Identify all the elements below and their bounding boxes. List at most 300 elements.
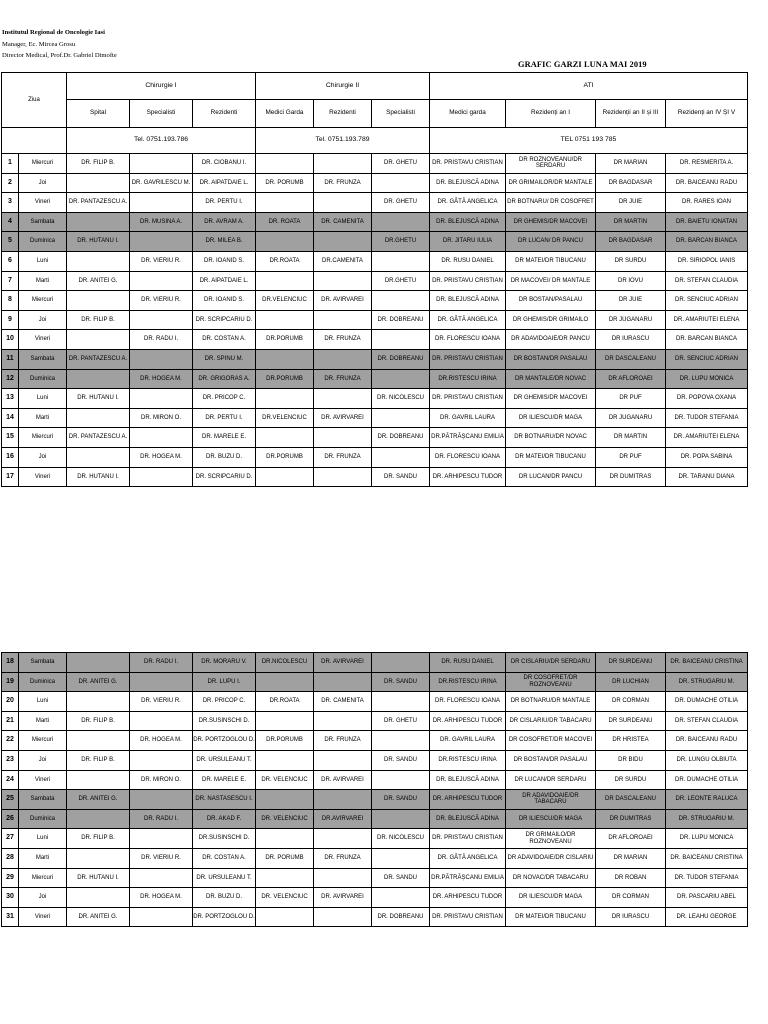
table-cell [314,868,372,888]
day-number: 16 [2,447,19,467]
day-number: 30 [2,888,19,908]
table-row [2,408,748,428]
table-cell: DR. PRISTAVU CRISTIAN [430,389,506,409]
day-number: 5 [2,232,19,252]
table-cell [130,467,193,487]
table-cell: DR. PORUMB [256,848,314,868]
table-cell: DR. GHETU [372,193,430,213]
table-cell: DR. BUZU D. [193,888,256,908]
table-cell: DR. AVIRVAREI [314,291,372,311]
table-cell: DR PUF [596,447,666,467]
table-cell [67,848,130,868]
table-cell: DR. SENCIUC ADRIAN [666,349,748,369]
day-name: Sambata [19,790,67,810]
table-cell: DR. SCRIPCARIU D. [193,310,256,330]
table-cell: DR BOTNARU/DR MANTALE [506,692,596,712]
table-cell: DR. DUMACHE OTILIA [666,692,748,712]
table-cell: DR. BLEJUSCĂ ADINA [430,212,506,232]
table-cell: DR DASCALEANU [596,790,666,810]
table-cell: DR MANTALE/DR NOVAC [506,369,596,389]
table-cell: DR. FILIP B. [67,829,130,849]
table-cell: DR. PRISTAVU CRISTIAN [430,154,506,174]
table-cell: DR.GHETU [372,271,430,291]
table-cell: DR ROBAN [596,868,666,888]
table-cell: DR. NICOLESCU [372,389,430,409]
table-cell [314,790,372,810]
table-cell: DR HRISTEA [596,731,666,751]
table-cell: DR. SANDU [372,672,430,692]
table-cell: DR. SIRIOPOL IANIS [666,251,748,271]
table-cell [314,154,372,174]
day-number: 3 [2,193,19,213]
day-name: Sambata [19,212,67,232]
table-cell: DR.GHETU [372,232,430,252]
table-cell: DR NOVAC/DR TABACARU [506,868,596,888]
table-cell: DR. LUPU I. [193,672,256,692]
table-cell: DR BOTNARU/DR NOVAC [506,428,596,448]
table-cell: DR PUF [596,389,666,409]
table-cell [67,330,130,350]
table-cell: DR. BLEJUSCĂ ADINA [430,173,506,193]
table-cell [256,193,314,213]
table-cell: DR. CAMENITA [314,212,372,232]
table-cell: DR. GAVRIL LAURA [430,731,506,751]
table-cell [130,349,193,369]
table-cell: DR DUMITRAS [596,467,666,487]
day-name: Marti [19,408,67,428]
table-cell: DR. MIRON O. [130,770,193,790]
header-ziua: Ziua [2,73,67,128]
table-cell: DR. MIRON O. [130,408,193,428]
day-number: 26 [2,809,19,829]
table-cell: DR. HOGEA M. [130,888,193,908]
table-cell: DR. MUSINA A. [130,212,193,232]
table-cell: DR BOSTAN/PASALAU [506,291,596,311]
day-name: Duminica [19,232,67,252]
table-cell: DR. HUTANU I. [67,467,130,487]
table-cell: DR. HUTANU I. [67,868,130,888]
table-cell: DR SURDEANU [596,653,666,673]
table-cell: DR AFLOROAEI [596,829,666,849]
day-number: 6 [2,251,19,271]
table-cell: DR. PORTZOGLOU D. [193,731,256,751]
table-cell: DR. SCRIPCARIU D. [193,467,256,487]
table-row [2,447,748,467]
table-cell [256,467,314,487]
table-cell [256,428,314,448]
table-cell: DR. RADU I. [130,809,193,829]
table-cell: DR. COSTAN A. [193,848,256,868]
table-row [2,369,748,389]
table-cell: DR. POPA SABINA [666,447,748,467]
day-name: Joi [19,750,67,770]
table-cell: DR COSOFRET/DR MACOVEI [506,731,596,751]
table-cell [130,750,193,770]
table-cell: DR. SANDU [372,790,430,810]
table-cell [67,251,130,271]
table-cell: DR GHEMIS/DR GRIMAILO [506,310,596,330]
table-cell: DR. AMARIUTEI ELENA [666,428,748,448]
table-cell: DR. JITARU IULIA [430,232,506,252]
table-cell: DR. STEFAN CLAUDIA [666,711,748,731]
day-number: 19 [2,672,19,692]
table-row [2,731,748,751]
table-row [2,770,748,790]
table-row [2,790,748,810]
table-cell: DR.PĂTRĂȘCANU EMILIA [430,428,506,448]
day-name: Miercuri [19,154,67,174]
table-cell: DR. AMARIUTEI ELENA [666,310,748,330]
table-cell: DR. VIERIU R. [130,251,193,271]
table-cell: DR. SENCIUC ADRIAN [666,291,748,311]
day-number: 8 [2,291,19,311]
table-cell [67,809,130,829]
table-cell [130,428,193,448]
table-cell: DR MATEI/DR TIBUCANU [506,447,596,467]
table-cell: DR. ANITEI G. [67,271,130,291]
table-cell: DR. FILIP B. [67,750,130,770]
table-cell: DR BAGDASAR [596,173,666,193]
table-cell: DR.PORUMB [256,731,314,751]
table-cell: DR ADAVIDOAIE/DR CISLARIU [506,848,596,868]
table-cell: DR. GRIGORAS A. [193,369,256,389]
table-cell: DR. ANITEI G. [67,672,130,692]
table-cell: DR LUCHIAN [596,672,666,692]
table-cell [256,790,314,810]
table-cell: DR. GHETU [372,711,430,731]
table-cell: DR.ROATA [256,251,314,271]
table-cell: DR SURDU [596,251,666,271]
table-cell [130,193,193,213]
table-cell: DR. ROATA [256,212,314,232]
table-cell: DR. RUSU DANIEL [430,251,506,271]
table-cell: DR ILIESCU/DR MAGA [506,888,596,908]
table-cell [67,291,130,311]
table-cell: DR ILIESCU/DR MAGA [506,408,596,428]
table-cell: DR. SPINU M. [193,349,256,369]
table-row [2,829,748,849]
table-cell: DR SURDU [596,770,666,790]
table-cell: DR. LUPU MONICA [666,829,748,849]
table-cell [130,310,193,330]
table-cell [130,672,193,692]
table-cell [372,369,430,389]
table-cell: DR CORMAN [596,888,666,908]
day-name: Sambata [19,653,67,673]
table-row [2,330,748,350]
day-number: 7 [2,271,19,291]
table-cell: DR. SANDU [372,868,430,888]
table-cell: DR GRIMAILO/DR ROZNOVEANU [506,829,596,849]
day-name: Marti [19,848,67,868]
table-cell: DR IURASCU [596,907,666,927]
table-cell: DR. TUDOR STEFANIA [666,408,748,428]
day-number: 21 [2,711,19,731]
day-name: Luni [19,251,67,271]
day-name: Marti [19,271,67,291]
table-cell: DR. BLEJUSCĂ ADINA [430,809,506,829]
table-cell: DR.PORUMB [256,369,314,389]
table-cell: DR BOTNARU/ DR COSOFRET [506,193,596,213]
phone-chirurgie-2: Tel. 0751.193.789 [256,128,430,154]
table-cell: DR JUGANARU [596,408,666,428]
table-cell [67,173,130,193]
table-cell: DR.VELENCIUC [256,408,314,428]
table-row [2,389,748,409]
table-cell [130,868,193,888]
table-cell: DR CORMAN [596,692,666,712]
table-cell: DR LUCAN/DR SERDARU [506,770,596,790]
table-cell: DR. FRUNZA [314,173,372,193]
table-cell: DR. GÂTĂ ANGELICA [430,193,506,213]
table-row [2,888,748,908]
table-cell: DR BAGDASAR [596,232,666,252]
table-cell: DR. BAIETU IONATAN [666,212,748,232]
day-name: Duminica [19,672,67,692]
table-cell [130,389,193,409]
day-number: 28 [2,848,19,868]
table-cell: DR. PORTZOGLOU D. [193,907,256,927]
table-cell [314,907,372,927]
day-number: 29 [2,868,19,888]
table-cell [372,173,430,193]
day-number: 4 [2,212,19,232]
table-cell: DR. PRISTAVU CRISTIAN [430,829,506,849]
table-cell: DR JUGANARU [596,310,666,330]
table-row [2,428,748,448]
director-line: Director Medical, Prof.Dr. Gabriel Dimofte [2,52,117,59]
table-cell: DR. HOGEA M. [130,369,193,389]
table-cell: DR MARTIN [596,428,666,448]
table-cell [314,271,372,291]
table-cell: DR LUCAN/DR PANCU [506,467,596,487]
table-cell: DR ADAVIDOAIE/DR TABACARU [506,790,596,810]
table-cell [314,467,372,487]
table-cell: DR. ARHIPESCU TUDOR [430,711,506,731]
table-row [2,251,748,271]
table-cell [372,408,430,428]
roster-title: GRAFIC GARZI LUNA MAI 2019 [518,60,647,69]
roster-table-part-1 [1,72,748,487]
day-name: Miercuri [19,731,67,751]
table-row [2,212,748,232]
table-cell: DR. VELENCIUC [256,888,314,908]
phone-ati: TEL 0751 193 785 [430,128,748,154]
table-cell [67,653,130,673]
table-cell: DR. BARCAN BIANCA [666,232,748,252]
day-name: Vineri [19,193,67,213]
table-cell: DR. AKAD F. [193,809,256,829]
table-cell: DR. PRISTAVU CRISTIAN [430,907,506,927]
table-cell: DR. GÂTĂ ANGELICA [430,310,506,330]
table-cell [372,770,430,790]
table-cell: DR. BLEJUSCĂ ADINA [430,770,506,790]
table-cell: DR. BLEJUSCĂ ADINA [430,291,506,311]
table-cell [372,447,430,467]
header-ati: ATI [430,73,748,100]
table-cell: DR. STEFAN CLAUDIA [666,271,748,291]
day-name: Duminica [19,369,67,389]
table-cell: DR. DOBREANU [372,428,430,448]
table-cell: DR. LUNGU OLBIUTA [666,750,748,770]
table-cell [314,711,372,731]
table-cell [130,711,193,731]
col-specialisti: Specialisti [372,100,430,128]
table-cell: DR. ARHIPESCU TUDOR [430,790,506,810]
table-cell: DR. NASTASESCU I. [193,790,256,810]
table-cell [256,232,314,252]
table-cell: DR LUCAN/ DR PANCU [506,232,596,252]
table-cell: DR. COSTAN A. [193,330,256,350]
table-cell: DR AFLOROAEI [596,369,666,389]
table-cell: DR. URSULEANU T. [193,750,256,770]
table-cell [372,731,430,751]
table-cell: DR. FRUNZA [314,369,372,389]
day-number: 13 [2,389,19,409]
table-cell: DR. FRUNZA [314,330,372,350]
table-cell [314,750,372,770]
table-cell: DR. STRUGARIU M. [666,809,748,829]
day-name: Vineri [19,907,67,927]
table-row [2,467,748,487]
table-cell [372,653,430,673]
table-cell: DR.NICOLESCU [256,653,314,673]
table-cell: DR. PRISTAVU CRISTIAN [430,349,506,369]
day-name: Joi [19,447,67,467]
table-cell: DR MARIAN [596,848,666,868]
table-cell: DR. FRUNZA [314,848,372,868]
table-cell [256,907,314,927]
table-row [2,193,748,213]
table-cell: DR. FLORESCU IOANA [430,447,506,467]
table-cell: DR. TUDOR STEFANIA [666,868,748,888]
table-cell [130,154,193,174]
table-row [2,271,748,291]
table-cell: DR. VELENCIUC [256,770,314,790]
table-cell [67,888,130,908]
table-cell [314,829,372,849]
table-cell: DR. PANTAZESCU A. [67,349,130,369]
table-cell: DR. CIOBANU I. [193,154,256,174]
table-cell: DR MATEI/DR TIBUCANU [506,907,596,927]
table-cell [314,672,372,692]
table-cell: DR.RISTESCU IRINA [430,672,506,692]
table-cell: DR.PĂTRĂȘCANU EMILIA [430,868,506,888]
table-row [2,173,748,193]
table-cell: DR. GHETU [372,154,430,174]
table-cell: DR. DOBREANU [372,907,430,927]
table-cell: DR. DUMACHE OTILIA [666,770,748,790]
table-cell: DR. HUTANU I. [67,389,130,409]
table-cell: DR MARTIN [596,212,666,232]
table-cell: DR. AVIRVAREI [314,770,372,790]
table-cell: DR. TARANU DIANA [666,467,748,487]
table-row [2,848,748,868]
col-rezidenti: Rezidenti [193,100,256,128]
table-cell: DR. VELENCIUC [256,809,314,829]
table-cell: DR.SUSINSCHI D. [193,829,256,849]
table-cell: DR CISLARIU/DR SERDARU [506,653,596,673]
table-cell: DR. PANTAZESCU A. [67,428,130,448]
table-cell: DR. LEAHU GEORGE [666,907,748,927]
table-cell: DR. RUSU DANIEL [430,653,506,673]
table-cell: DR ILIESCU/DR MAGA [506,809,596,829]
document-header [2,27,117,62]
table-cell: DR. FLORESCU IOANA [430,330,506,350]
table-cell [314,232,372,252]
table-cell: DR. FILIP B. [67,154,130,174]
table-row [2,907,748,927]
day-number: 17 [2,467,19,487]
day-number: 25 [2,790,19,810]
table-cell [372,330,430,350]
table-cell: DR. BUZU D. [193,447,256,467]
table-row [2,692,748,712]
table-row [2,711,748,731]
table-cell: DR. ARHIPESCU TUDOR [430,888,506,908]
day-name: Vineri [19,330,67,350]
table-cell [67,212,130,232]
table-cell: DR CISLARIU/DR TABACARU [506,711,596,731]
table-cell [314,193,372,213]
table-cell: DR JUIE [596,193,666,213]
table-cell: DR.PORUMB [256,330,314,350]
table-cell: DR MARIAN [596,154,666,174]
phone-chirurgie-1: Tel. 0751.193.786 [67,128,256,154]
table-cell: DR.SUSINSCHI D. [193,711,256,731]
col-rezidenti-an-1: Rezidenți an I [506,100,596,128]
table-cell: DR. PRISTAVU CRISTIAN [430,271,506,291]
table-cell: DR GHEMIS/DR MACOVEI [506,389,596,409]
table-cell: DR. GAVRILESCU M. [130,173,193,193]
table-cell: DR. HOGEA M. [130,731,193,751]
col-spital: Spital [67,100,130,128]
table-cell: DR.RISTESCU IRINA [430,369,506,389]
table-cell: DR.RISTESCU IRINA [430,750,506,770]
table-cell: DR DASCALEANU [596,349,666,369]
table-cell [256,868,314,888]
table-cell: DR. BAICEANU RADU [666,731,748,751]
day-name: Duminica [19,809,67,829]
table-cell: DR. URSULEANU T. [193,868,256,888]
day-name: Miercuri [19,291,67,311]
table-cell: DR. LEONTE RALUCA [666,790,748,810]
table-cell: DR. BARCAN BIANCA [666,330,748,350]
table-cell: DR. ARHIPESCU TUDOR [430,467,506,487]
table-cell [372,251,430,271]
day-number: 14 [2,408,19,428]
table-cell: DR. MILEA B. [193,232,256,252]
table-cell [67,447,130,467]
table-cell: DR. FILIP B. [67,711,130,731]
table-cell [256,154,314,174]
table-cell: DR. RARES IOAN [666,193,748,213]
table-cell: DR IURASCU [596,330,666,350]
roster-table-part-2 [1,652,748,927]
table-cell [130,829,193,849]
table-cell: DR JUIE [596,291,666,311]
table-row [2,154,748,174]
table-cell [130,232,193,252]
table-cell [256,829,314,849]
table-cell: DR. POPOVA OXANA [666,389,748,409]
day-number: 18 [2,653,19,673]
day-number: 22 [2,731,19,751]
table-cell: DR. FRUNZA [314,731,372,751]
table-row [2,750,748,770]
table-cell: DR BOSTAN/DR PASALAU [506,349,596,369]
day-name: Miercuri [19,868,67,888]
